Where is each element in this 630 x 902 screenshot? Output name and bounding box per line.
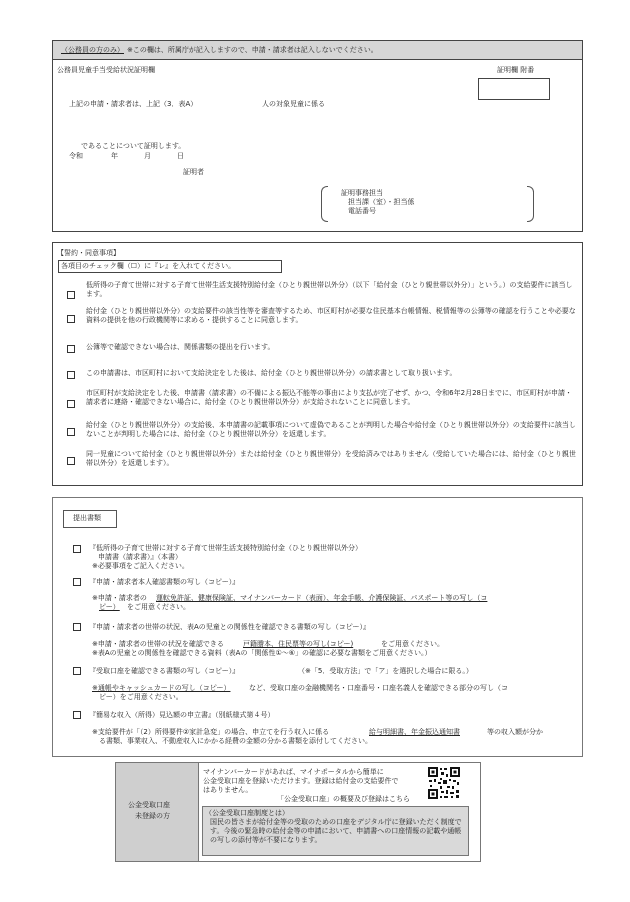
pledge-checkbox-5[interactable] — [67, 400, 75, 408]
doc-4-note-b: など、受取口座の金融機関名・口座番号・口座名義人を確認できる部分の写し（コ — [249, 684, 508, 692]
pledge-item-5: 市区町村が支給決定をした後、申請書（請求書）の不備による振込不能等の事由により支払が完了せず、かつ、令和6年2月28日までに、市区町村が申請・請求者に連絡・確認できない場合に、給付金（ひとり親世帯以外分）が支給されないことに同意します。 — [86, 389, 572, 406]
doc-checkbox-1[interactable] — [73, 545, 81, 553]
date-era: 令和 — [69, 152, 83, 160]
date-year: 年 — [111, 152, 118, 160]
pledge-checkbox-3[interactable] — [67, 345, 75, 353]
contact-bracket-right — [527, 186, 534, 222]
doc-3-note-2: ※表Aの児童との関係性を確認できる資料（表Aの「関係性①〜⑥」の確認に必要な書類をご用意ください。） — [92, 649, 432, 657]
documents-title: 提出書類 — [73, 514, 101, 522]
pledge-instruction: 各項目のチェック欄（☐）に『レ』を入れてください。 — [61, 262, 236, 270]
pledge-checkbox-6[interactable] — [67, 428, 75, 436]
qr-code-icon[interactable] — [427, 766, 461, 800]
doc-checkbox-2[interactable] — [73, 578, 81, 586]
official-section — [52, 40, 583, 232]
pledge-item-7: 同一児童について給付金（ひとり親世帯以外分）または給付金（ひとり親世帯分）を受給済みではありません（受給していた場合には、給付金（ひとり親世帯以外分）を返還します）。 — [86, 450, 576, 467]
official-line1-b: 人の対象児童に係る — [262, 100, 325, 108]
official-section-title: 公務員児童手当受給状況証明欄 — [57, 66, 155, 74]
doc-1-title-2: 申請書（請求書）』（本書） — [98, 553, 182, 561]
contact-dept: 担当課（室）・担当係 — [348, 198, 415, 206]
doc-5-note-2: る書類、事業収入、不動産収入にかかる経費の金額の分かる書類を添付してください。 — [99, 737, 372, 745]
doc-2-note-b: をご用意ください。 — [127, 603, 190, 611]
doc-1-title: 『低所得の子育て世帯に対する子育て世帯生活支援特別給付金（ひとり親世帯以外分） — [89, 544, 362, 552]
contact-phone: 電話番号 — [348, 207, 376, 215]
doc-5-note-a: ※支給要件が「（2）所得要件②家計急変」の場合、申立てを行う収入に係る — [92, 728, 330, 736]
pledge-item-1: 低所得の子育て世帯に対する子育て世帯生活支援特別給付金（ひとり親世帯以外分）（以下「給付金（ひとり親世帯以外分）」という。）の支給要件に該当します。 — [86, 281, 573, 298]
doc-2-note-underline: 運転免許証、健康保険証、マイナンバーカード（表面）、年金手帳、介護保険証、パスポート等の写し（コ — [156, 594, 488, 602]
doc-5-note-b: 等の収入額が分か — [487, 728, 543, 736]
official-header-tag: （公務員の方のみ） — [61, 46, 124, 54]
documents-section — [52, 497, 583, 757]
doc-4-note-2: ピー）をご用意ください。 — [99, 693, 183, 701]
account-sub-title: （公金受取口座制度とは） — [205, 809, 289, 817]
proof-number-box[interactable] — [478, 78, 550, 100]
pledge-section — [52, 242, 583, 486]
doc-3-title: 『申請・請求者の世帯の状況、表Aの児童との関係性を確認できる書類の写し（コピー）』 — [89, 623, 371, 631]
doc-4-title: 『受取口座を確認できる書類の写し（コピー）』 — [89, 667, 240, 675]
doc-3-note-b: をご用意ください。 — [381, 640, 444, 648]
official-line1-a: 上記の申請・請求者は、上記（3．表A） — [69, 100, 198, 108]
account-label-1: 公金受取口座 — [128, 801, 170, 809]
proof-label: 証明欄 附番 — [497, 66, 535, 74]
official-header-note: ※この欄は、所属庁が記入しますので、申請・請求者は記入しないでください。 — [127, 46, 378, 54]
doc-2-title: 『申請・請求者本人確認書類の写し（コピー）』 — [89, 578, 240, 586]
pledge-title: 【誓約・同意事項】 — [57, 249, 120, 257]
doc-4-title-note: （※「5．受取方法」で「ア」を選択した場合に限る。） — [298, 667, 473, 675]
account-link-text[interactable]: 「公金受取口座」の概要及び登録はこちら — [277, 795, 410, 803]
doc-2-note-a: ※申請・請求者の — [92, 594, 147, 602]
pledge-item-6: 給付金（ひとり親世帯以外分）の支給後、本申請書の記載事項について虚偽であることが判明した場合や給付金（ひとり親世帯以外分）の支給要件に該当しないことが判明した場合には、給付金（ひとり親世帯以外分）を返還します。 — [86, 421, 576, 438]
doc-4-note-underline: ※通帳やキャッシュカードの写し（コピー） — [92, 684, 231, 692]
date-day: 日 — [177, 152, 184, 160]
official-line2: であることについて証明します。 — [81, 142, 186, 150]
account-text-3: はありません。 — [203, 786, 253, 794]
account-label-2: 未登録の方 — [135, 812, 170, 820]
account-text-2: 公金受取口座を登録いただけます。登録は給付金の支給要件で — [203, 777, 399, 785]
doc-1-note: ※必要事項をご記入ください。 — [92, 562, 189, 570]
doc-checkbox-4[interactable] — [73, 667, 81, 675]
certifier-label: 証明者 — [183, 168, 204, 176]
doc-5-title: 『簡易な収入（所得）見込額の申立書』（別紙様式第４号） — [89, 711, 275, 719]
doc-3-note-a: ※申請・請求者の世帯の状況を確認できる — [92, 640, 224, 648]
doc-checkbox-5[interactable] — [73, 711, 81, 719]
doc-checkbox-3[interactable] — [73, 623, 81, 631]
doc-2-note-underline-2: ピー） — [99, 603, 120, 611]
doc-3-note-underline: 戸籍謄本、住民票等の写し(コピー) — [243, 640, 354, 648]
pledge-item-2: 給付金（ひとり親世帯以外分）の支給要件の該当性等を審査等するため、市区町村が必要な住民基本台帳情報、税情報等の公簿等の確認を行うことや必要な資料の提供を他の行政機関等に求める・提供することに同意します。 — [86, 307, 576, 324]
pledge-item-3: 公簿等で確認できない場合は、関係書類の提出を行います。 — [86, 343, 275, 351]
date-month: 月 — [144, 152, 151, 160]
contact-title: 証明事務担当 — [341, 189, 383, 197]
contact-bracket-left — [321, 186, 328, 222]
account-sub-text: 国民の皆さまが給付金等の受取のための口座をデジタル庁に登録いただく制度です。今後の緊急時の給付金等の申請において、申請書への口座情報の記載や通帳の写しの添付等が不要になります。 — [210, 818, 462, 844]
doc-5-note-underline: 給与明細書、年金振込通知書 — [369, 728, 460, 736]
account-text-1: マイナンバーカードがあれば、マイナポータルから簡単に — [203, 768, 384, 776]
pledge-checkbox-1[interactable] — [67, 291, 75, 299]
pledge-checkbox-7[interactable] — [67, 457, 75, 465]
pledge-checkbox-4[interactable] — [67, 371, 75, 379]
pledge-checkbox-2[interactable] — [67, 315, 75, 323]
pledge-item-4: この申請書は、市区町村において支給決定をした後は、給付金（ひとり親世帯以外分）の請求書として取り扱います。 — [86, 369, 457, 377]
